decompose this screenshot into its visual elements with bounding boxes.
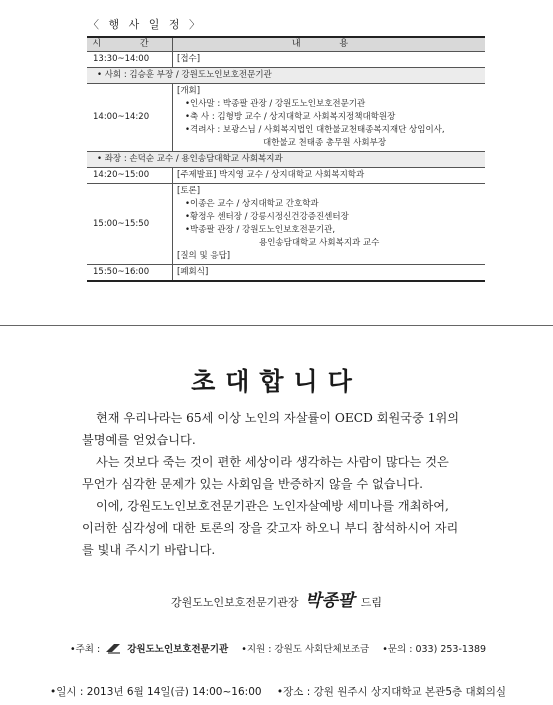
organizer-line <box>70 641 496 657</box>
row-content: [주제발표] 박지영 교수 / 상지대학교 사회복지학과 <box>173 168 486 184</box>
host-organization: 강원도노인보호전문기관 <box>127 644 229 655</box>
row-content: [접수] <box>173 52 486 68</box>
row-time: 14:20~15:00 <box>87 168 173 184</box>
body-line: 불명예를 얻었습니다. <box>82 433 196 447</box>
body-line: 무언가 심각한 문제가 있는 사회임을 반증하지 않을 수 없습니다. <box>82 477 423 491</box>
panelist-3: •박종팔 관장 / 강원도노인보호전문기관, <box>185 225 336 235</box>
opening-encourage-cont: 대한불교 천태종 총무원 사회부장 <box>263 138 387 148</box>
qa-label: [질의 및 응답] <box>177 251 231 261</box>
signer-title: 강원도노인보호전문기관장 <box>170 596 299 609</box>
table-row <box>87 52 485 68</box>
row-time: 15:50~16:00 <box>87 265 173 282</box>
row-content: [폐회식] <box>173 265 486 282</box>
section-divider <box>0 325 553 326</box>
discussion-cell <box>173 184 486 265</box>
opening-congrats: •축 사 : 김형방 교수 / 상지대학교 사회복지정책대학원장 <box>185 112 396 122</box>
signature-line <box>0 586 553 611</box>
event-date: •일시 : 2013년 6월 14일(금) 14:00~16:00 <box>50 686 262 698</box>
event-place: •장소 : 강원 원주시 상지대학교 본관5층 대회의실 <box>276 686 507 698</box>
header-content: 내 용 <box>173 37 486 52</box>
table-row <box>87 184 485 265</box>
invitation-heading: 초대합니다 <box>191 367 362 396</box>
panelist-1: •이종은 교수 / 상지대학교 간호학과 <box>185 199 319 209</box>
row-time: 13:30~14:00 <box>87 52 173 68</box>
table-header-row <box>87 37 485 52</box>
header-time: 시 간 <box>87 37 173 52</box>
row-time: 15:00~15:50 <box>87 184 173 265</box>
host-text: • 사회 : 김승훈 부장 / 강원도노인보호전문기관 <box>87 68 485 84</box>
host-row <box>87 68 485 84</box>
host-label: •주최 : <box>70 644 101 655</box>
opening-greeting: •인사말 : 박종팔 관장 / 강원도노인보호전문기관 <box>185 99 366 109</box>
body-line: 사는 것보다 죽는 것이 편한 세상이라 생각하는 사람이 많다는 것은 <box>96 455 449 469</box>
panelist-2: •황정우 센터장 / 강릉시정신건강증진센터장 <box>185 212 349 222</box>
row-time: 14:00~14:20 <box>87 84 173 152</box>
opening-encourage: •격려사 : 보광스님 / 사회복지법인 대한불교천태종복지재단 상임이사, <box>185 125 445 135</box>
discussion-title: [토론] <box>177 186 201 196</box>
opening-title: [개회] <box>177 86 201 96</box>
chair-row <box>87 152 485 168</box>
opening-cell <box>173 84 486 152</box>
body-line: 이에, 강원도노인보호전문기관은 노인자살예방 세미나를 개최하여, <box>96 499 449 513</box>
signer-signature: 박종팔 <box>304 591 355 611</box>
table-row <box>87 265 485 282</box>
schedule-title: 〈 행 사 일 정 〉 <box>88 18 203 31</box>
invitation-body <box>82 407 482 561</box>
table-row <box>87 84 485 152</box>
body-line: 현재 우리나라는 65세 이상 노인의 자살률이 OECD 회원국중 1위의 <box>96 411 460 425</box>
schedule-table <box>87 36 485 282</box>
body-line: 이러한 심각성에 대한 토론의 장을 갖고자 하오니 부디 참석하시어 자리 <box>82 521 459 535</box>
closing-word: 드림 <box>360 596 383 609</box>
contact-text: •문의 : 033) 253-1389 <box>382 644 487 655</box>
chair-text: • 좌장 : 손덕순 교수 / 용인송담대학교 사회복지과 <box>87 152 485 168</box>
table-row <box>87 168 485 184</box>
event-info-line <box>50 684 518 699</box>
sponsor-text: •지원 : 강원도 사회단체보조금 <box>241 644 370 655</box>
host-segment <box>70 644 231 655</box>
body-line: 를 빛내 주시기 바랍니다. <box>82 543 216 557</box>
organization-logo-icon <box>105 642 121 657</box>
panelist-3-cont: 용인송담대학교 사회복지과 교수 <box>259 238 380 248</box>
